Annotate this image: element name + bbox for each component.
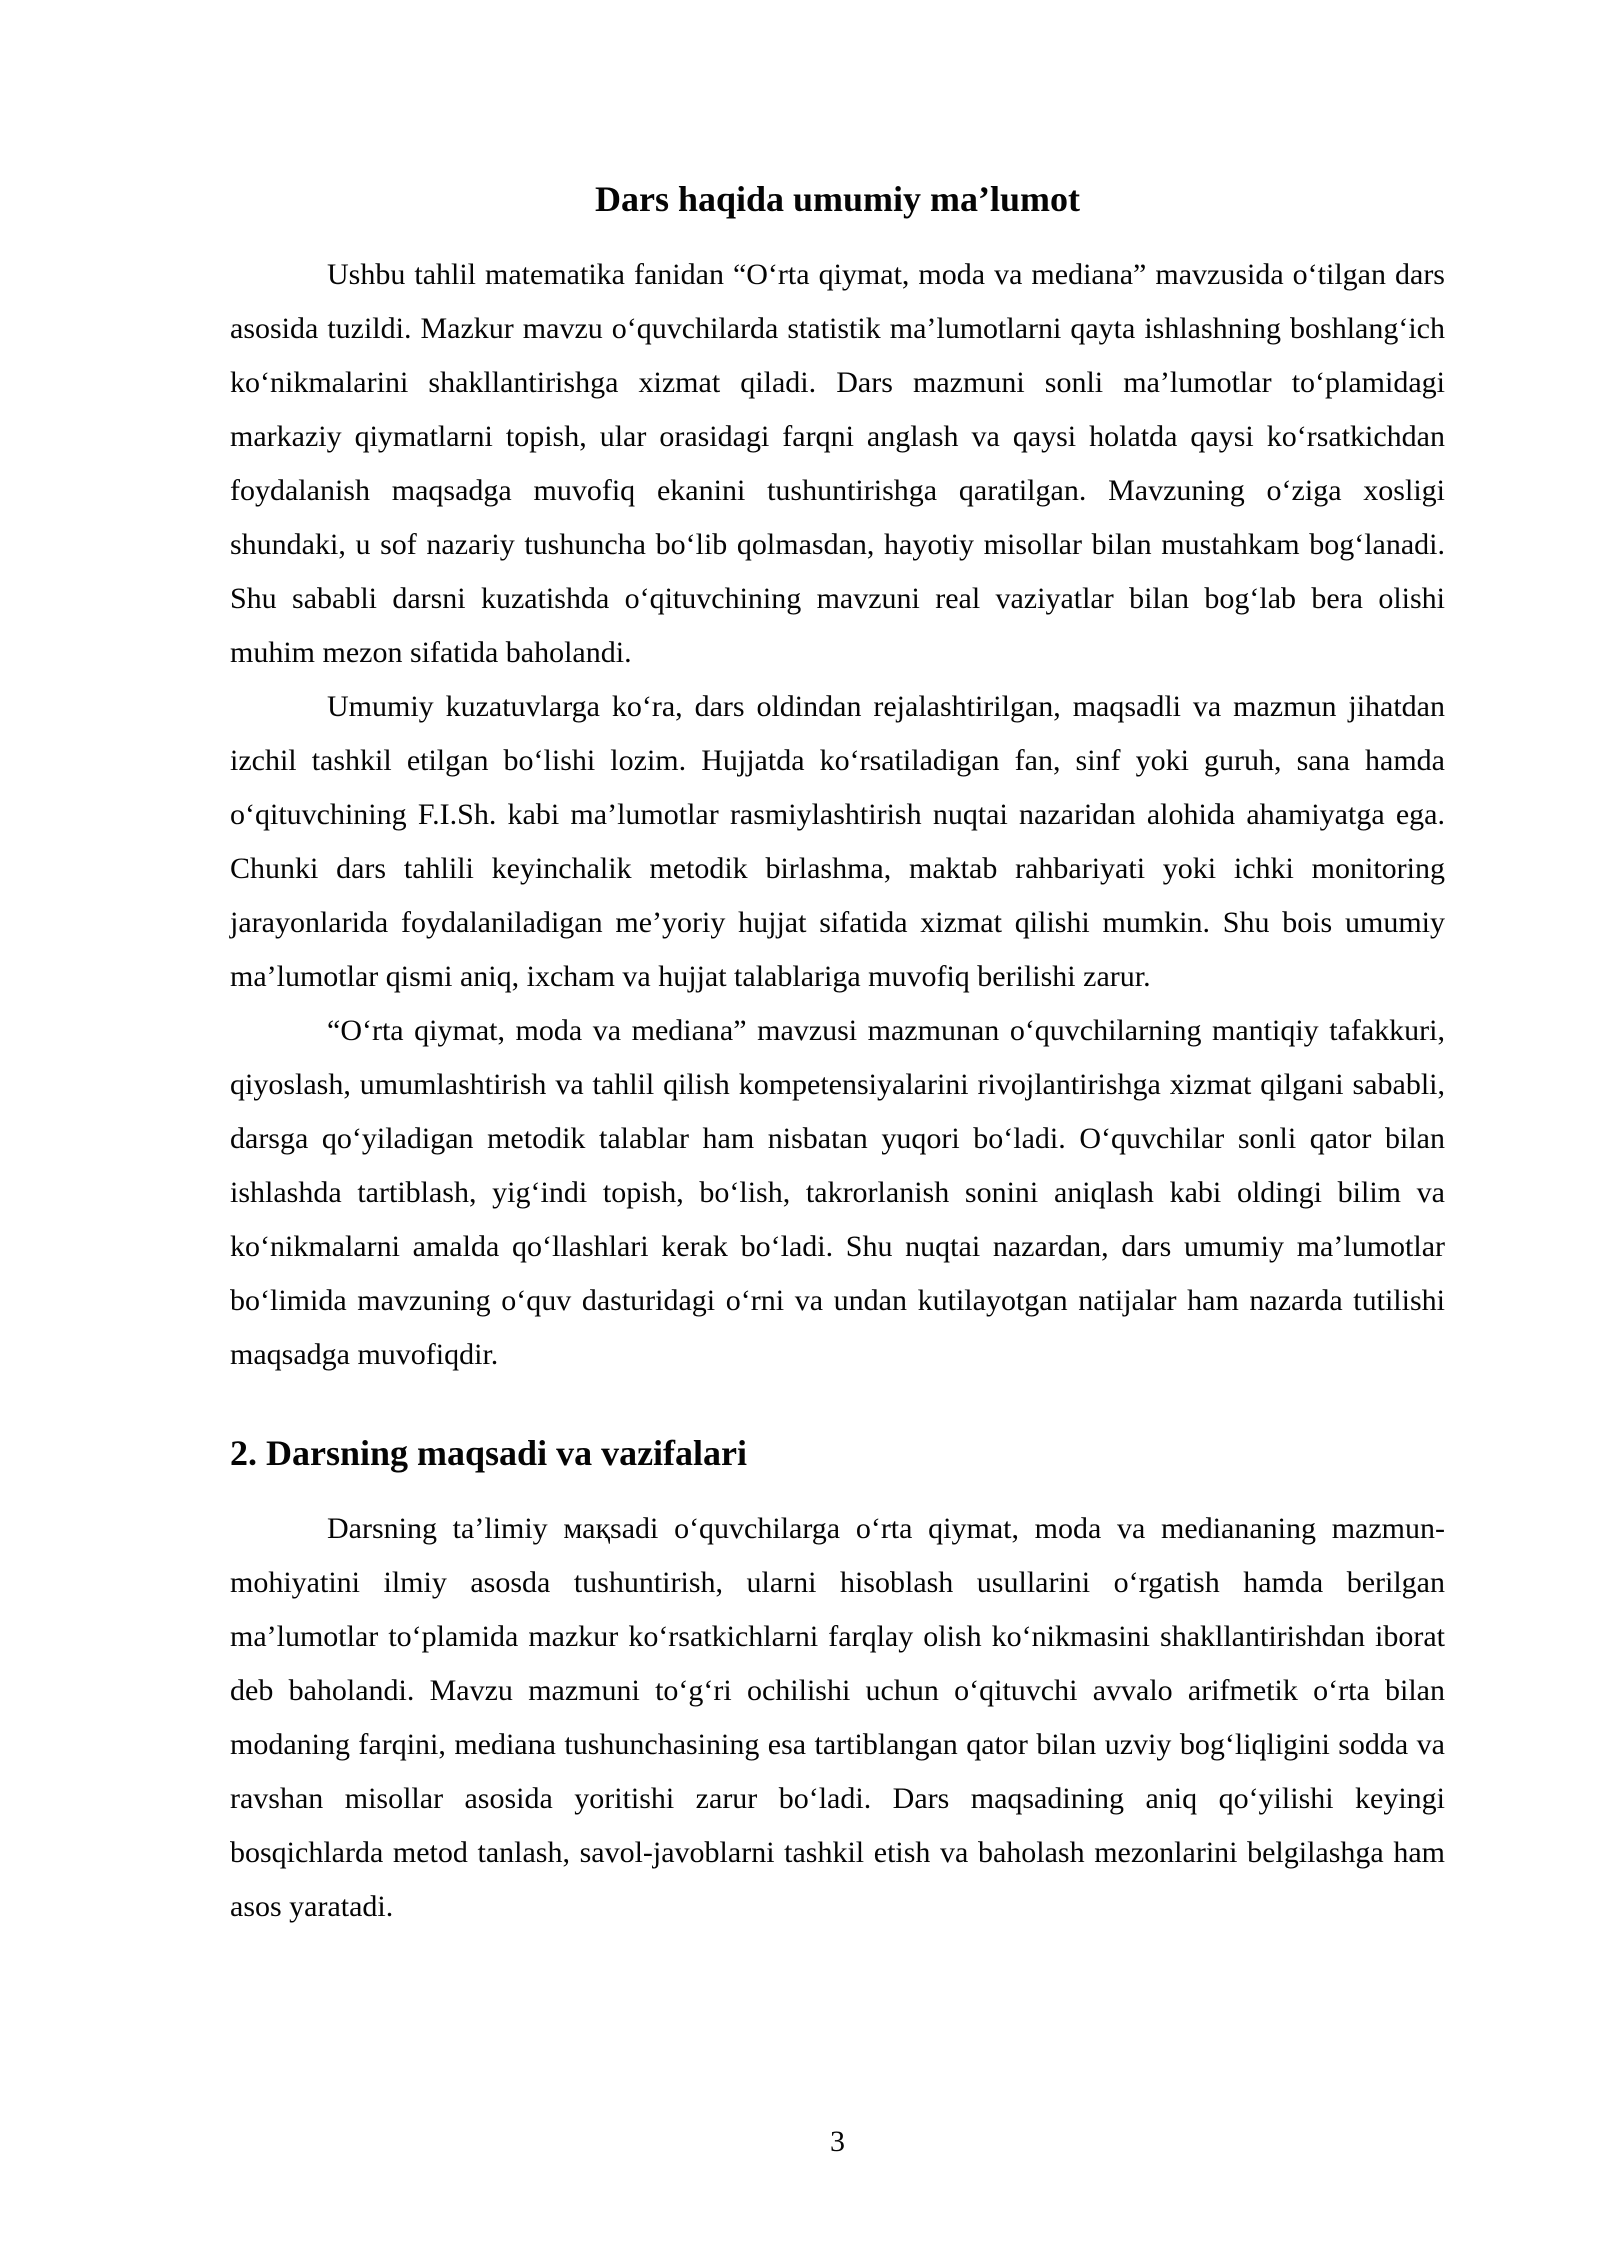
intro-paragraph-1: Ushbu tahlil matematika fanidan “O‘rta qiymat, moda va mediana” mavzusida o‘tilgan dars asosida tuzildi. Mazkur mavzu o‘quvchilarda statistik ma’lumotlarni qayta ishlashning boshlang‘ich ko‘nikmalarini shakllantirishga xizmat qiladi. Dars mazmuni sonli ma’lumotlar to‘plamidagi markaziy qiymatlarni topish, ular orasidagi farqni anglash va qaysi holatda qaysi ko‘rsatkichdan foydalanish maqsadga muvofiq ekanini tushuntirishga qaratilgan. Mavzuning o‘ziga xosligi shundaki, u sof nazariy tushuncha bo‘lib qolmasdan, hayotiy misollar bilan mustahkam bog‘lanadi. Shu sababli darsni kuzatishda o‘qituvchining mavzuni real vaziyatlar bilan bog‘lab bera olishi muhim mezon sifatida baholandi.: [230, 258, 1445, 669]
intro-paragraph-2: Umumiy kuzatuvlarga ko‘ra, dars oldindan rejalashtirilgan, maqsadli va mazmun jihatdan izchil tashkil etilgan bo‘lishi lozim. Hujjatda ko‘rsatiladigan fan, sinf yoki guruh, sana hamda o‘qituvchining F.I.Sh. kabi ma’lumotlar rasmiylashtirish nuqtai nazaridan alohida ahamiyatga ega. Chunki dars tahlili keyinchalik metodik birlashma, maktab rahbariyati yoki ichki monitoring jarayonlarida foydalaniladigan me’yoriy hujjat sifatida xizmat qilishi mumkin. Shu bois umumiy ma’lumotlar qismi aniq, ixcham va hujjat talablariga muvofiq berilishi zarur.: [230, 690, 1445, 993]
document-body: [230, 172, 1445, 1934]
intro-paragraph-3: “O‘rta qiymat, moda va mediana” mavzusi mazmunan o‘quvchilarning mantiqiy tafakkuri, qiyoslash, umumlashtirish va tahlil qilish kompetensiyalarini rivojlantirishga xizmat qilgani sababli, darsga qo‘yiladigan metodik talablar ham nisbatan yuqori bo‘ladi. O‘quvchilar sonli qator bilan ishlashda tartiblash, yig‘indi topish, bo‘lish, takrorlanish sonini aniqlash kabi oldingi bilim va ko‘nikmalarni amalda qo‘llashlari kerak bo‘ladi. Shu nuqtai nazardan, dars umumiy ma’lumotlar bo‘limida mavzuning o‘quv dasturidagi o‘rni va undan kutilayotgan natijalar ham nazarda tutilishi maqsadga muvofiqdir.: [230, 1014, 1445, 1371]
section-paragraph-1: Darsning ta’limiy мақsadi o‘quvchilarga o‘rta qiymat, moda va mediananing mazmun-mohiyatini ilmiy asosda tushuntirish, ularni hisoblash usullarini o‘rgatish hamda berilgan ma’lumotlar to‘plamida mazkur ko‘rsatkichlarni farqlay olish ko‘nikmasini shakllantirishdan iborat deb baholandi. Mavzu mazmuni to‘g‘ri ochilishi uchun o‘qituvchi avvalo arifmetik o‘rta bilan modaning farqini, mediana tushunchasining esa tartiblangan qator bilan uzviy bog‘liqligini sodda va ravshan misollar asosida yoritishi zarur bo‘ladi. Dars maqsadining aniq qo‘yilishi keyingi bosqichlarda metod tanlash, savol-javoblarni tashkil etish va baholash mezonlarini belgilashga ham asos yaratadi.: [230, 1512, 1445, 1923]
page-title: Dars haqida umumiy ma’lumot: [594, 179, 1081, 219]
page-number: 3: [830, 2125, 845, 2158]
section-heading-goals: 2. Darsning maqsadi va vazifalari: [230, 1433, 748, 1473]
